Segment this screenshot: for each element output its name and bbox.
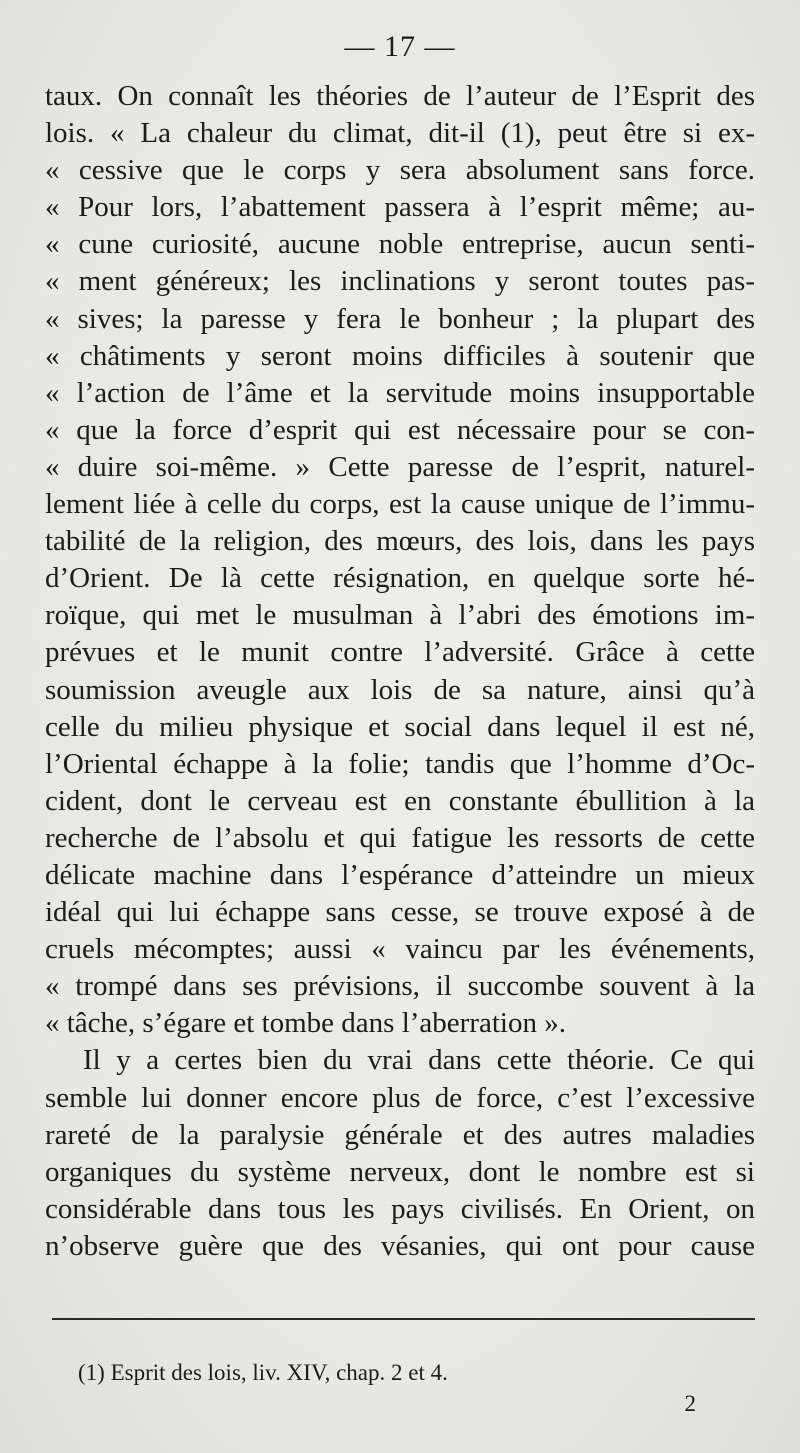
text-line: « Pour lors, l’abattement passera à l’esprit même; au- bbox=[45, 191, 755, 224]
footnote-divider bbox=[52, 1318, 755, 1320]
text-line: soumission aveugle aux lois de sa nature, ainsi qu’à bbox=[45, 673, 755, 706]
footnote: (1) Esprit des lois, liv. XIV, chap. 2 et 4. bbox=[78, 1360, 448, 1385]
text-line: tabilité de la religion, des mœurs, des lois, dans les pays bbox=[45, 525, 755, 558]
text-line: recherche de l’absolu et qui fatigue les ressorts de cette bbox=[45, 821, 755, 854]
text-line: d’Orient. De là cette résignation, en quelque sorte hé- bbox=[45, 562, 755, 595]
signature-mark: 2 bbox=[684, 1391, 696, 1416]
text-line: « duire soi-même. » Cette paresse de l’esprit, naturel- bbox=[45, 450, 755, 483]
text-line: « trompé dans ses prévisions, il succombe souvent à la bbox=[45, 970, 755, 1003]
text-line: délicate machine dans l’espérance d’atteindre un mieux bbox=[45, 858, 755, 891]
text-line: « ment généreux; les inclinations y seront toutes pas- bbox=[45, 265, 755, 298]
text-line: « châtiments y seront moins difficiles à soutenir que bbox=[45, 339, 755, 372]
text-line: organiques du système nerveux, dont le nombre est si bbox=[45, 1155, 755, 1188]
text-line: prévues et le munit contre l’adversité. Grâce à cette bbox=[45, 636, 755, 669]
text-line: taux. On connaît les théories de l’auteur de l’Esprit des bbox=[45, 80, 755, 112]
text-line: cruels mécomptes; aussi « vaincu par les événements, bbox=[45, 933, 755, 966]
text-line: idéal qui lui échappe sans cesse, se trouve exposé à de bbox=[45, 896, 755, 929]
text-line: « cessive que le corps y sera absolument sans force. bbox=[45, 154, 755, 187]
text-line: roïque, qui met le musulman à l’abri des émotions im- bbox=[45, 599, 755, 632]
page-number: — 17 — bbox=[344, 30, 456, 63]
text-line: l’Oriental échappe à la folie; tandis que l’homme d’Oc- bbox=[45, 747, 755, 780]
text-line: « que la force d’esprit qui est nécessaire pour se con- bbox=[45, 413, 755, 446]
text-line: « tâche, s’égare et tombe dans l’aberration ». bbox=[45, 1007, 566, 1040]
text-line: celle du milieu physique et social dans lequel il est né, bbox=[45, 710, 755, 743]
text-line: Il y a certes bien du vrai dans cette théorie. Ce qui bbox=[83, 1044, 755, 1077]
body-text bbox=[45, 78, 755, 1265]
text-line: « l’action de l’âme et la servitude moins insupportable bbox=[45, 376, 755, 409]
text-line: lement liée à celle du corps, est la cause unique de l’immu- bbox=[45, 488, 755, 521]
text-line: lois. « La chaleur du climat, dit-il (1), peut être si ex- bbox=[45, 117, 755, 150]
text-line: rareté de la paralysie générale et des autres maladies bbox=[45, 1118, 755, 1151]
text-line: cident, dont le cerveau est en constante ébullition à la bbox=[45, 784, 755, 817]
text-line: « cune curiosité, aucune noble entreprise, aucun senti- bbox=[45, 228, 755, 261]
text-line: « sives; la paresse y fera le bonheur ; la plupart des bbox=[45, 302, 755, 335]
text-line: n’observe guère que des vésanies, qui ont pour cause bbox=[45, 1229, 755, 1262]
text-line: semble lui donner encore plus de force, c’est l’excessive bbox=[45, 1081, 755, 1114]
text-line: considérable dans tous les pays civilisés. En Orient, on bbox=[45, 1192, 755, 1225]
